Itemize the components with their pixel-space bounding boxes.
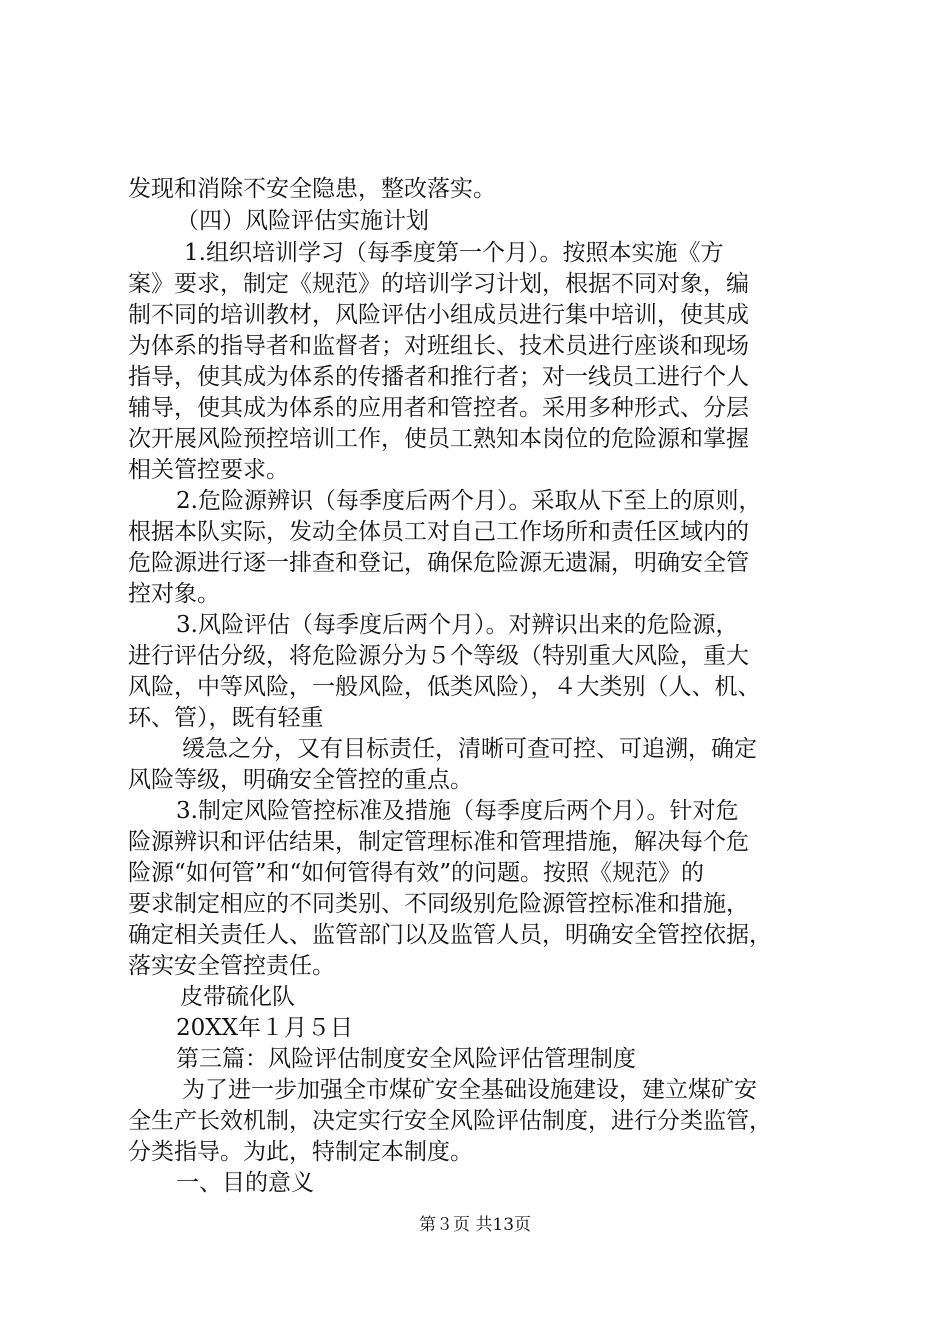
chapter-title: 第三篇：风险评估制度安全风险评估管理制度 [176, 1046, 636, 1072]
text-line: 3.风险评估（每季度后两个月）。对辨识出来的危险源， [176, 612, 739, 638]
text-line: 进行评估分级，将危险源分为５个等级（特别重大风险，重大 [128, 643, 749, 669]
text-line: 根据本队实际，发动全体员工对自己工作场所和责任区域内的 [128, 519, 749, 545]
text-line: 为了进一步加强全市煤矿安全基础设施建设，建立煤矿安 [182, 1077, 757, 1103]
text-line: 相关管控要求。 [128, 457, 289, 483]
section-heading: 一、目的意义 [176, 1170, 314, 1196]
text-line: 风险等级，明确安全管控的重点。 [128, 767, 473, 793]
section-heading: （四）风险评估实施计划 [176, 208, 429, 234]
text-line: 风险，中等风险，一般风险，低类风险），４大类别（人、机、 [128, 674, 761, 700]
text-line: 要求制定相应的不同类别、不同级别危险源管控标准和措施， [128, 891, 749, 917]
text-line: 缓急之分，又有目标责任，清晰可查可控、可追溯，确定 [182, 736, 757, 762]
page-number-footer: 第３页 共13页 [418, 1215, 532, 1235]
signature-date: 20XX年１月５日 [176, 1015, 354, 1041]
text-line: 落实安全管控责任。 [128, 953, 335, 979]
text-line: 确定相关责任人、监管部门以及监管人员，明确安全管控依据， [128, 922, 772, 948]
text-line: 危险源进行逐一排查和登记，确保危险源无遗漏，明确安全管 [128, 550, 749, 576]
text-line: 险源辨识和评估结果，制定管理标准和管理措施，解决每个危 [128, 829, 749, 855]
text-line: 发现和消除不安全隐患，整改落实。 [128, 176, 496, 202]
text-line: 辅导，使其成为体系的应用者和管控者。采用多种形式、分层 [128, 395, 749, 421]
text-line: 制不同的培训教材，风险评估小组成员进行集中培训，使其成 [128, 302, 749, 328]
text-line: 3.制定风险管控标准及措施（每季度后两个月）。针对危 [176, 798, 739, 824]
text-line: 为体系的指导者和监督者；对班组长、技术员进行座谈和现场 [128, 333, 749, 359]
text-line: 环、管），既有轻重 [128, 705, 324, 731]
text-line: 案》要求，制定《规范》的培训学习计划，根据不同对象，编 [128, 271, 749, 297]
text-line: 次开展风险预控培训工作，使员工熟知本岗位的危险源和掌握 [128, 426, 749, 452]
text-line: 1.组织培训学习（每季度第一个月）。按照本实施《方 [184, 240, 724, 266]
text-line: 分类指导。为此，特制定本制度。 [128, 1139, 473, 1165]
text-line: 2.危险源辨识（每季度后两个月）。采取从下至上的原则， [176, 488, 762, 514]
text-line: 险源“如何管”和“如何管得有效”的问题。按照《规范》的 [128, 860, 705, 886]
text-line: 指导，使其成为体系的传播者和推行者；对一线员工进行个人 [128, 364, 749, 390]
signature-unit: 皮带硫化队 [180, 984, 295, 1010]
text-line: 全生产长效机制，决定实行安全风险评估制度，进行分类监管， [128, 1108, 772, 1134]
text-line: 控对象。 [128, 581, 220, 607]
